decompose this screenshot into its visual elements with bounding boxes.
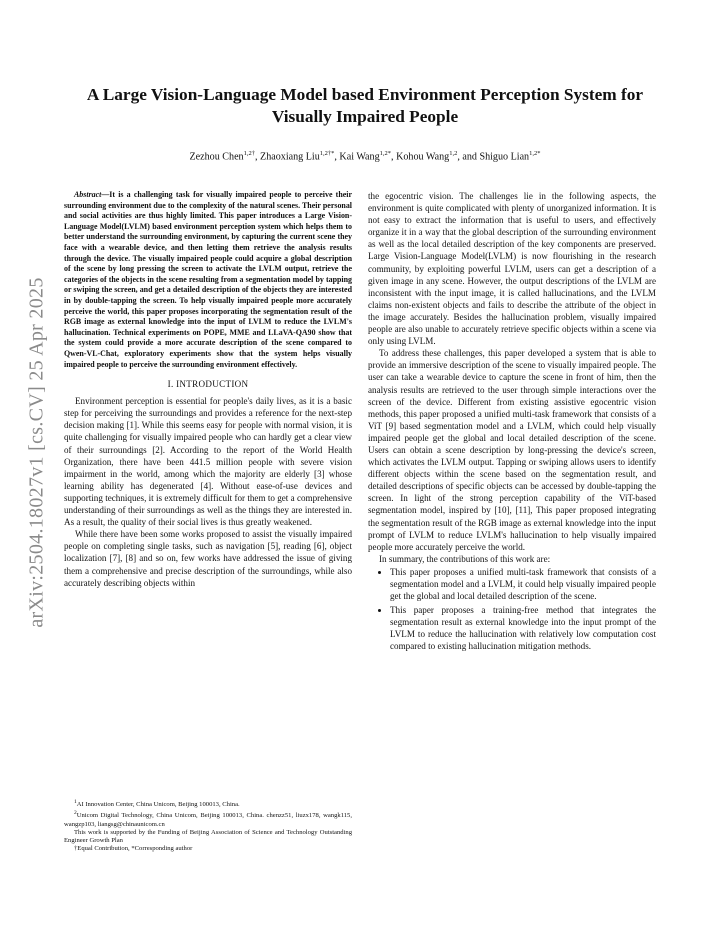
footnote-text: AI Innovation Center, China Unicom, Beijing 100013, China. (76, 801, 240, 809)
contributions-intro: In summary, the contributions of this work are: (379, 553, 551, 564)
abstract-label: Abstract (74, 190, 102, 199)
left-column (64, 190, 352, 589)
abstract-dash: — (101, 190, 110, 199)
footnote-text: This work is supported by the Funding of Beijing Association of Science and Technology Outstanding Engineer Growth Plan (64, 828, 352, 844)
footnote (64, 845, 352, 853)
arxiv-identifier (21, 225, 53, 680)
author-affiliation-mark: 1,2 (449, 150, 458, 157)
author-name: Kohou Wang (396, 151, 450, 163)
author-separator: , (254, 151, 261, 163)
intro-paragraph: the egocentric vision. The challenges lie in the following aspects, the environment is quite complicated with plenty of unorganized information. It is not easy to extract the information that is useful to users, and effectively organize it in a way that the global description of the surrounding environment as well as the local detailed description of the key components are preserved. Large Vision-Language Model(LVLM) is now flourishing in the research community, by exploiting powerful LVLM, users can get a description of a given image in any scene. However, the output descriptions of the LVLM are inconsistent with the input image, it is called hallucinations, and the LVLM claims non-existent objects and fails to describe the attribute of the object in the image accurately. Besides the hallucination problem, visually impaired people are also unable to accurately retrieve specific objects within a scene via only using LVLM. (368, 191, 656, 347)
arxiv-identifier-text: arXiv:2504.18027v1 [cs.CV] 25 Apr 2025 (25, 277, 48, 628)
abstract (64, 190, 352, 370)
author-name: Shiguo Lian (479, 151, 530, 163)
intro-paragraph: Environment perception is essential for people's daily lives, as it is a basic step for perceiving the surroundings and provides a reference for the next-step decision making [1]. While this seems easy for people with normal vision, it is quite challenging for visually impaired people who can hardly get a clear view of their surroundings [2]. According to the report of the World Health Organization, there have been 441.5 million people with severe vision impairment in the world, among which the majority are elderly [3] whose learning ability has degenerated [4]. Without ease-of-use devices and supporting techniques, it is extremely difficult for them to get a comprehensive understanding of their surroundings as well as the things they are interested in. As a result, the quality of their social lives is thus greatly weakened. (64, 396, 352, 528)
contributions-list (368, 566, 656, 653)
footnote (64, 829, 352, 845)
author-separator: , (391, 151, 397, 163)
author-list (60, 147, 670, 163)
author-separator: , (334, 151, 340, 163)
footnote-mark: 2 (74, 810, 77, 817)
section-heading-introduction: I. INTRODUCTION (167, 379, 249, 390)
footnote (64, 809, 352, 828)
intro-paragraph: To address these challenges, this paper developed a system that is able to provide an immersive description of the scene to visually impaired people. The user can take a wearable device to capture the scene in front of him, then the analysis results are retrieved to the user through simple interactions over the screen of the device. Different from existing assistive egocentric vision methods, this paper proposed a unified multi-task framework that consists of a ViT [9] based segmentation model and a LVLM, which could help visually impaired people get the global and local detailed description of the scene. Users can obtain a scene description by long-pressing the device's screen, which activates the LVLM output. Tapping or swiping allows users to identify different objects within the scene based on the segmentation result, and detailed descriptions of specific objects can be accessed by double-tapping the screen. In light of the strong perception capability of the ViT-based segmentation model, inspired by [10], [11], This paper proposed integrating the segmentation result of the RGB image as external knowledge into the input prompt of LVLM to reduce LVLM's hallucination to help visually impaired people more accurately perceive the world. (368, 348, 656, 552)
author-affiliation-mark: 1,2†* (319, 150, 335, 157)
author-affiliation-mark: 1,2* (379, 150, 392, 157)
intro-paragraph: While there have been some works proposed to assist the visually impaired people on completing single tasks, such as navigation [5], reading [6], object localization [7], [8] and so on, few works have addressed the issue of giving them a comprehensive and precise description of the surroundings, while also accurately describing objects within (64, 529, 352, 588)
contribution-item: • This paper proposes a unified multi-task framework that consists of a segmentation model and a LVLM, it could help visually impaired people get the global and local detailed description of the scene. (390, 566, 656, 602)
footnotes (64, 798, 352, 853)
contribution-item: • This paper proposes a training-free method that integrates the segmentation result as external knowledge into the input prompt of the LVLM to reduce the hallucination with relatively low computation cost compared to existing hallucination mitigation methods. (390, 604, 656, 652)
footnote-text: Unicom Digital Technology, China Unicom, Beijing 100013, China. chenzz51, liuzx178, wangk115, wangzp103, liangsg@chinaunicom.cn (64, 812, 352, 828)
author-name: Kai Wang (339, 151, 380, 163)
paper-title: A Large Vision-Language Model based Environment Perception System for Visually Impaired People (86, 85, 644, 126)
footnote (64, 798, 352, 809)
footnote-mark: 1 (74, 799, 77, 805)
right-column (368, 190, 656, 655)
author-affiliation-mark: 1,2* (529, 150, 541, 157)
author-affiliation-mark: 1,2† (243, 150, 255, 157)
author-separator: , and (457, 151, 480, 163)
abstract-text: It is a challenging task for visually impaired people to perceive their surrounding environment due to the complexity of the natural scenes. Their personal and social activities are thus highly limited. This paper introduces a Large Vision-Language Model(LVLM) based environment perception system which helps them to better understand the surrounding environment, by capturing the current scene they face with a wearable device, and then letting them retrieve the analysis results through the device. The visually impaired people could acquire a global description of the scene by long pressing the screen to activate the LVLM output, retrieve the categories of the objects in the scene resulting from a segmentation model by tapping or swiping the screen, and get a detailed description of the objects they are interested in by double-tapping the screen. To help visually impaired people more accurately perceive the world, this paper proposes incorporating the segmentation result of the RGB image as external knowledge into the input of LVLM to reduce the LVLM's hallucination. Technical experiments on POPE, MME and LLaVA-QA90 show that the system could provide a more accurate description of the scene compared to Qwen-VL-Chat, exploratory experiments show that the system helps visually impaired people to perceive the surrounding environment effectively. (64, 190, 352, 369)
author-name: Zezhou Chen (189, 151, 244, 163)
footnote-text: †Equal Contribution, *Corresponding author (74, 844, 193, 852)
author-name: Zhaoxiang Liu (260, 151, 320, 163)
